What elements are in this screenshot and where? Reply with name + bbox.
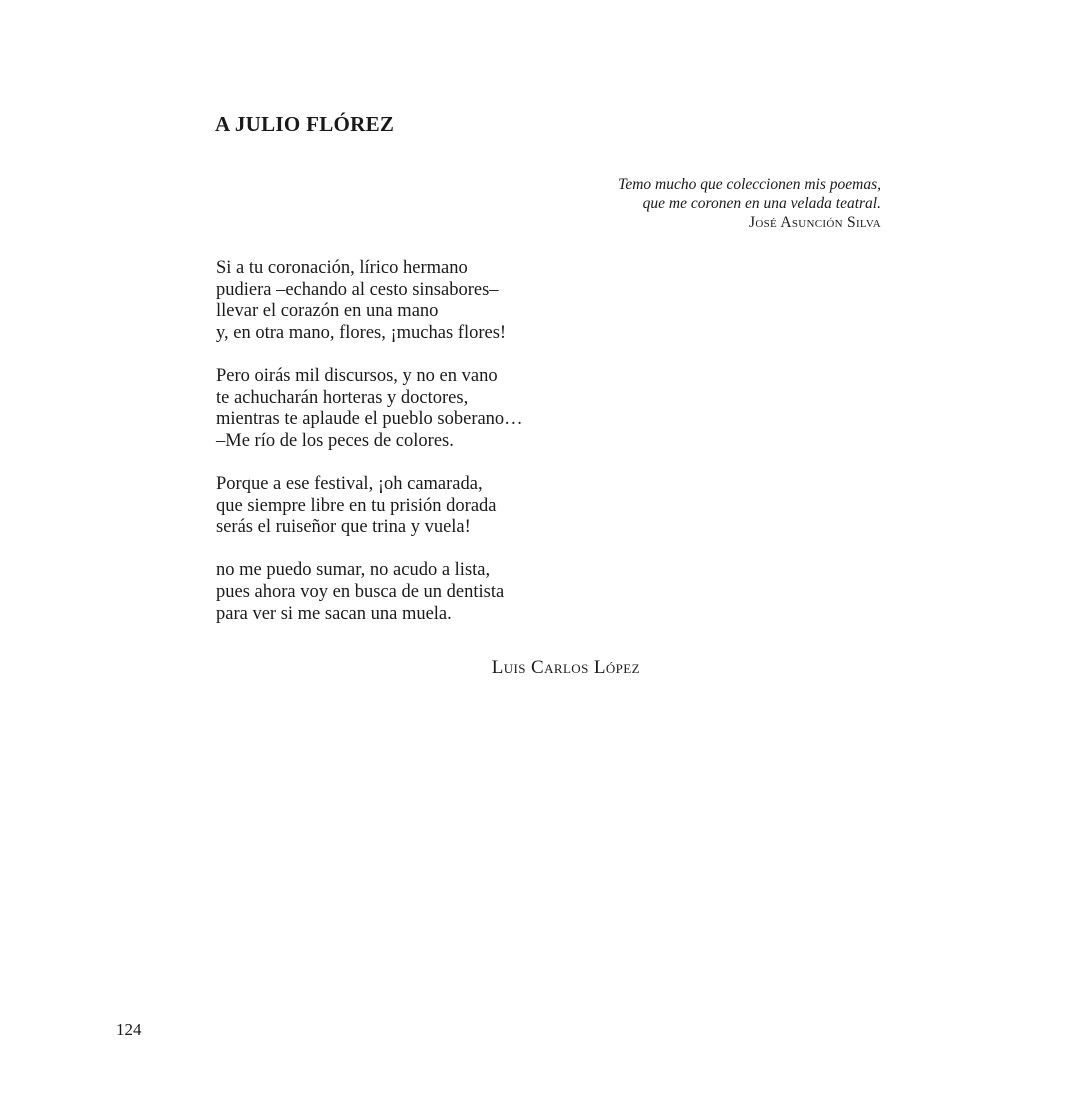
- verse-line: Si a tu coronación, lírico hermano: [216, 258, 468, 278]
- verse-line: para ver si me sacan una muela.: [216, 603, 452, 624]
- verse-line: mientras te aplaude el pueblo soberano…: [216, 409, 523, 430]
- verse-line: y, en otra mano, flores, ¡muchas flores!: [216, 322, 507, 343]
- verse-line: Porque a ese festival, ¡oh camarada,: [216, 473, 483, 494]
- verse-line: Pero oirás mil discursos, y no en vano: [216, 365, 498, 386]
- verse-line: –Me río de los peces de colores.: [216, 430, 454, 451]
- verse-line: que siempre libre en tu prisión dorada: [216, 495, 497, 516]
- stanza-4: [216, 560, 523, 625]
- epigraph-line: Temo mucho que coleccionen mis poemas,: [618, 176, 881, 193]
- verse-line: no me puedo sumar, no acudo a lista,: [216, 560, 491, 581]
- poem-author-signature: Luis Carlos López: [491, 657, 640, 678]
- poem-title: A JULIO FLÓREZ: [215, 112, 395, 136]
- poem-body: [216, 258, 523, 647]
- stanza-3: [216, 474, 523, 539]
- verse-line: pues ahora voy en busca de un dentista: [216, 581, 505, 602]
- epigraph-author: José Asunción Silva: [749, 214, 881, 231]
- epigraph-line: que me coronen en una velada teatral.: [642, 195, 881, 212]
- page-number: 124: [116, 1020, 142, 1039]
- epigraph: [618, 175, 881, 232]
- verse-line: pudiera –echando al cesto sinsabores–: [216, 279, 499, 300]
- verse-line: llevar el corazón en una mano: [216, 301, 439, 322]
- stanza-1: [216, 258, 523, 344]
- stanza-2: [216, 366, 523, 452]
- verse-line: serás el ruiseñor que trina y vuela!: [216, 517, 471, 538]
- verse-line: te achucharán horteras y doctores,: [216, 387, 469, 408]
